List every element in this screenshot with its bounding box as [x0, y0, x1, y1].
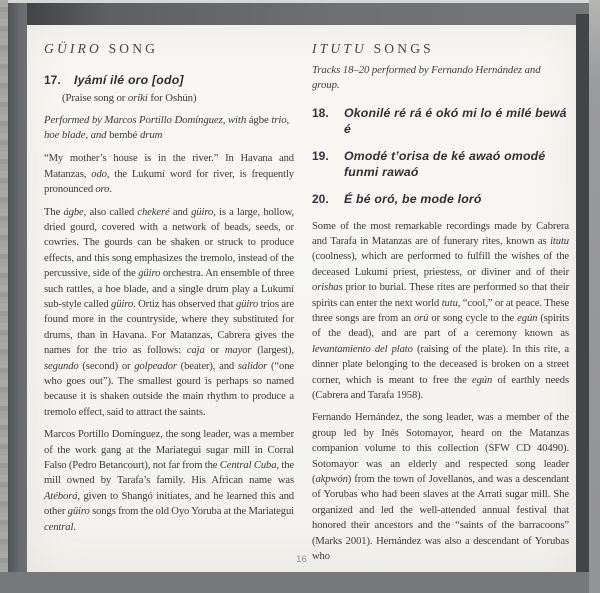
track-title: Iyámí ilé oro [odo] — [74, 73, 184, 87]
right-column — [312, 25, 569, 564]
page-edge-top — [0, 3, 600, 25]
track-item-19 — [312, 149, 569, 180]
track-subtitle: (Praise song or oriki for Oshún) — [62, 91, 197, 104]
scan-edge-bottom — [0, 572, 600, 593]
body-paragraph: “My mother’s house is in the river.” In Havana and Matanzas, odo, the Lukumí word for river, is frequently pronounced oro. — [44, 153, 294, 196]
track-title: É bé oró, be mode loró — [344, 192, 482, 206]
page-number: 16 — [296, 554, 307, 565]
booklet-page — [27, 25, 576, 572]
section-title-guiro-song: GÜIRO SONG — [44, 41, 159, 56]
track-number: 18. — [312, 106, 329, 120]
left-column — [44, 25, 294, 535]
tracks-credit: Tracks 18–20 performed by Fernando Hernández and group. — [312, 64, 541, 91]
track-number: 20. — [312, 192, 329, 206]
section-title-itutu-songs: ITUTU SONGS — [312, 41, 434, 56]
track-item-17 — [44, 73, 294, 89]
scan-edge-right — [589, 0, 600, 593]
track-number: 19. — [312, 149, 329, 163]
track-title: Okonilé ré rá é okó mi lo é milé bewá é — [344, 106, 567, 136]
scan-edge-left — [0, 0, 8, 575]
body-paragraph: Some of the most remarkable recordings made by Cabrera and Tarafa in Matanzas are of funerary rites, known as itutu (coolness), which are performed to fulfill the wishes of the deceased Lukumí priest, priestess, or diviner and of their orishas prior to burial. These rites are performed so that their spirits can enter the next world tutu, “cool,” or at peace. These three songs are from an orú or song cycle to the egún (spirits of the dead), and are part of a ceremony known as levantamiento del plato (raising of the plate). In this rite, a dinner plate belonging to the deceased is broken on a street corner, which is meant to free the egún of earthly needs (Cabrera and Tarafa 1958). — [312, 220, 570, 401]
page-edge-left — [8, 3, 27, 572]
body-paragraph: Marcos Portillo Domínguez, the song leader, was a member of the work gang at the Mariategui sugar mill in Corral Falso (Pedro Betancourt), not far from the Central Cuba, the mill owned by Tarafa’s family. His African name was Atéborá, given to Shangó initiates, and he learned this and other güiro songs from the old Oyo Yoruba at the Mariategui central. — [44, 429, 294, 533]
page-edge-right — [576, 14, 589, 572]
track-item-18 — [312, 106, 569, 137]
body-paragraph: The ágbe, also called chekeré and güiro, is a large, hollow, dried gourd, covered with a network of beads, seeds, or cowries. The gourds can be shaken or struck to produce effects, and this song emphasizes the tremolo, instead of the percussive, side of the güiro orchestra. An ensemble of three such rattles, a hoe blade, and a single drum play a Lukumí sub-style called güiro. Ortiz has observed that güiro trios are found more in the countryside, where they substituted for drums, than in Havana. For Matanzas, Cabrera gives the names for the trio as follows: caja or mayor (largest), segundo (second) or golpeador (beater), and salidor (“one who goes out”). The smallest gourd is perhaps so named because it is shaken outside the main rhythm to produce a tremolo effect, said to attract the saints. — [44, 206, 295, 418]
track-item-20 — [312, 192, 569, 208]
performer-credit: Performed by Marcos Portillo Domínguez, with ágbe trio, hoe blade, and bembé drum — [44, 113, 290, 141]
track-title: Omodé t’orisa de ké awaó omodé funmi rawaó — [344, 149, 546, 179]
track-number: 17. — [44, 73, 61, 87]
body-paragraph: Fernando Hernández, the song leader, was a member of the group led by Inés Sotomayor, heard on the Matanzas companion volume to this collection (SFW CD 40490). Sotomayor was an elderly and respected song leader (akpwón) from the town of Jovellanos, and was a descendant of Yorubas who had been slaves at the Arrati sugar mill. She organized and led the well-attended annual festival that honored their ancestors and the “saints of the barracoons” (Marks 2001). Hernández was also a descendant of Yorubas who — [312, 412, 569, 563]
